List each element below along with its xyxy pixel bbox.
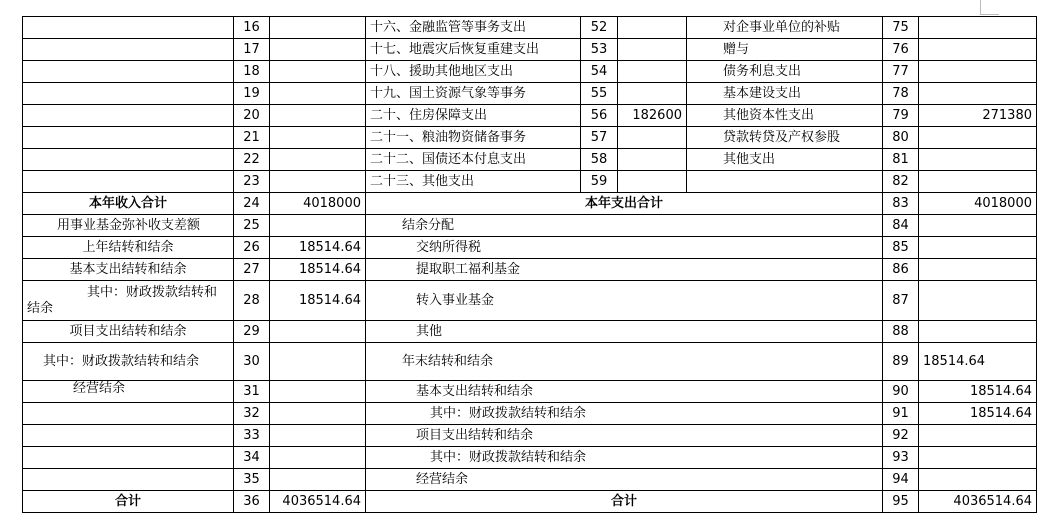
grand-total-value: 4036514.64 xyxy=(270,491,366,513)
grand-total-row xyxy=(23,491,1037,513)
grand-total-label: 合计 xyxy=(23,491,234,513)
sheet-corner-mark xyxy=(980,0,999,15)
expense-item-label: 十八、援助其他地区支出 xyxy=(366,61,581,83)
expense-category-line-number: 75 xyxy=(883,17,919,39)
allocation-line-number: 91 xyxy=(883,403,919,425)
income-item-label xyxy=(23,403,234,425)
allocation-item-label: 经营结余 xyxy=(366,469,883,491)
income-item-cell xyxy=(23,127,234,149)
expense-line-number: 54 xyxy=(581,61,618,83)
income-line-number: 29 xyxy=(234,321,270,343)
allocation-value xyxy=(919,237,1037,259)
income-item-cell xyxy=(23,149,234,171)
expense-category-label xyxy=(687,171,883,193)
expense-category-label: 赠与 xyxy=(687,39,883,61)
income-line-number: 23 xyxy=(234,171,270,193)
table-row xyxy=(23,61,1037,83)
income-value-cell xyxy=(270,39,366,61)
expense-line-number: 55 xyxy=(581,83,618,105)
allocation-item-label: 年末结转和结余 xyxy=(366,343,883,381)
table-row xyxy=(23,403,1037,425)
allocation-value xyxy=(919,447,1037,469)
income-item-label: 基本支出结转和结余 xyxy=(23,259,234,281)
income-line-number: 30 xyxy=(234,343,270,381)
allocation-item-label: 结余分配 xyxy=(366,215,883,237)
income-item-label xyxy=(23,447,234,469)
allocation-value xyxy=(919,425,1037,447)
income-value xyxy=(270,403,366,425)
expense-category-line-number: 81 xyxy=(883,149,919,171)
income-item-label xyxy=(23,425,234,447)
allocation-value: 18514.64 xyxy=(919,381,1037,403)
table-row xyxy=(23,447,1037,469)
expense-category-line-number: 78 xyxy=(883,83,919,105)
expense-category-label: 对企事业单位的补贴 xyxy=(687,17,883,39)
expense-category-value xyxy=(919,17,1037,39)
income-line-number: 28 xyxy=(234,281,270,321)
table-row xyxy=(23,343,1037,381)
expense-value: 182600 xyxy=(618,105,687,127)
income-item-label xyxy=(23,469,234,491)
expense-value xyxy=(618,17,687,39)
income-item-label: 用事业基金弥补收支差额 xyxy=(23,215,234,237)
table-row xyxy=(23,237,1037,259)
income-value-cell xyxy=(270,127,366,149)
expense-item-label: 十七、地震灾后恢复重建支出 xyxy=(366,39,581,61)
table-row xyxy=(23,171,1037,193)
allocation-item-label: 项目支出结转和结余 xyxy=(366,425,883,447)
income-line-number: 26 xyxy=(234,237,270,259)
table-row xyxy=(23,469,1037,491)
allocation-line-number: 85 xyxy=(883,237,919,259)
income-value-cell xyxy=(270,105,366,127)
income-value xyxy=(270,343,366,381)
income-line-number: 18 xyxy=(234,61,270,83)
income-item-label: 其中：财政拨款结转和结余 xyxy=(23,343,234,381)
income-item-cell xyxy=(23,61,234,83)
expense-category-label: 其他支出 xyxy=(687,149,883,171)
expense-total-line-number: 83 xyxy=(883,193,919,215)
expense-line-number: 59 xyxy=(581,171,618,193)
expense-category-label: 其他资本性支出 xyxy=(687,105,883,127)
allocation-value: 18514.64 xyxy=(919,343,1037,381)
expense-category-value: 271380 xyxy=(919,105,1037,127)
allocation-value xyxy=(919,321,1037,343)
allocation-line-number: 93 xyxy=(883,447,919,469)
income-value-cell xyxy=(270,61,366,83)
income-line-number: 27 xyxy=(234,259,270,281)
income-value xyxy=(270,321,366,343)
final-accounts-table xyxy=(22,16,1037,513)
table-row xyxy=(23,105,1037,127)
expense-line-number: 52 xyxy=(581,17,618,39)
table-row xyxy=(23,281,1037,321)
expense-category-line-number: 82 xyxy=(883,171,919,193)
income-item-cell xyxy=(23,83,234,105)
allocation-value: 18514.64 xyxy=(919,403,1037,425)
income-item-cell xyxy=(23,17,234,39)
expense-category-value xyxy=(919,171,1037,193)
income-total-value: 4018000 xyxy=(270,193,366,215)
allocation-line-number: 90 xyxy=(883,381,919,403)
income-value-cell xyxy=(270,171,366,193)
table-row xyxy=(23,215,1037,237)
allocation-value xyxy=(919,469,1037,491)
income-item-cell xyxy=(23,39,234,61)
income-line-number: 16 xyxy=(234,17,270,39)
table-row xyxy=(23,381,1037,403)
expense-category-label: 基本建设支出 xyxy=(687,83,883,105)
income-line-number: 21 xyxy=(234,127,270,149)
income-value xyxy=(270,469,366,491)
income-value xyxy=(270,381,366,403)
allocation-line-number: 84 xyxy=(883,215,919,237)
income-line-number: 19 xyxy=(234,83,270,105)
expense-category-value xyxy=(919,83,1037,105)
income-item-label: 经营结余 xyxy=(23,381,234,403)
income-line-number: 25 xyxy=(234,215,270,237)
expense-value xyxy=(618,127,687,149)
expense-category-line-number: 80 xyxy=(883,127,919,149)
expense-item-label: 十六、金融监管等事务支出 xyxy=(366,17,581,39)
expense-value xyxy=(618,61,687,83)
income-line-number: 32 xyxy=(234,403,270,425)
expense-grand-total-value: 4036514.64 xyxy=(919,491,1037,513)
expense-line-number: 57 xyxy=(581,127,618,149)
income-line-number: 31 xyxy=(234,381,270,403)
expense-line-number: 56 xyxy=(581,105,618,127)
income-item-cell xyxy=(23,171,234,193)
income-value xyxy=(270,447,366,469)
income-total-line-number: 24 xyxy=(234,193,270,215)
income-line-number: 17 xyxy=(234,39,270,61)
expense-category-value xyxy=(919,61,1037,83)
expense-item-label: 二十三、其他支出 xyxy=(366,171,581,193)
expense-category-line-number: 76 xyxy=(883,39,919,61)
income-line-number: 33 xyxy=(234,425,270,447)
allocation-item-label: 基本支出结转和结余 xyxy=(366,381,883,403)
income-value: 18514.64 xyxy=(270,237,366,259)
expense-category-label: 贷款转贷及产权参股 xyxy=(687,127,883,149)
expense-grand-total-line-number: 95 xyxy=(883,491,919,513)
allocation-line-number: 94 xyxy=(883,469,919,491)
expense-grand-total-label: 合计 xyxy=(366,491,883,513)
allocation-item-label: 交纳所得税 xyxy=(366,237,883,259)
allocation-line-number: 92 xyxy=(883,425,919,447)
income-value xyxy=(270,215,366,237)
allocation-item-label: 转入事业基金 xyxy=(366,281,883,321)
income-line-number: 34 xyxy=(234,447,270,469)
expense-total-value: 4018000 xyxy=(919,193,1037,215)
grand-total-line-number: 36 xyxy=(234,491,270,513)
allocation-line-number: 89 xyxy=(883,343,919,381)
expense-line-number: 58 xyxy=(581,149,618,171)
totals-row xyxy=(23,193,1037,215)
table-row xyxy=(23,83,1037,105)
expense-item-label: 十九、国土资源气象等事务 xyxy=(366,83,581,105)
income-value: 18514.64 xyxy=(270,259,366,281)
income-line-number: 22 xyxy=(234,149,270,171)
income-line-number: 20 xyxy=(234,105,270,127)
expense-value xyxy=(618,83,687,105)
expense-category-value xyxy=(919,149,1037,171)
expense-total-label: 本年支出合计 xyxy=(366,193,883,215)
income-value-cell xyxy=(270,149,366,171)
expense-item-label: 二十一、粮油物资储备事务 xyxy=(366,127,581,149)
table-row xyxy=(23,321,1037,343)
income-value-cell xyxy=(270,17,366,39)
allocation-item-label: 其中：财政拨款结转和结余 xyxy=(366,447,883,469)
expense-value xyxy=(618,171,687,193)
expense-item-label: 二十、住房保障支出 xyxy=(366,105,581,127)
allocation-line-number: 87 xyxy=(883,281,919,321)
expense-category-label: 债务利息支出 xyxy=(687,61,883,83)
allocation-line-number: 88 xyxy=(883,321,919,343)
expense-item-label: 二十二、国债还本付息支出 xyxy=(366,149,581,171)
table-row xyxy=(23,149,1037,171)
income-item-label: 上年结转和结余 xyxy=(23,237,234,259)
allocation-item-label: 其中：财政拨款结转和结余 xyxy=(366,403,883,425)
income-item-label: 其中：财政拨款结转和结余 xyxy=(23,281,234,321)
income-line-number: 35 xyxy=(234,469,270,491)
allocation-value xyxy=(919,281,1037,321)
income-value xyxy=(270,425,366,447)
allocation-value xyxy=(919,215,1037,237)
income-item-label: 项目支出结转和结余 xyxy=(23,321,234,343)
allocation-item-label: 其他 xyxy=(366,321,883,343)
allocation-value xyxy=(919,259,1037,281)
table-row xyxy=(23,127,1037,149)
table-row xyxy=(23,259,1037,281)
expense-category-line-number: 77 xyxy=(883,61,919,83)
allocation-item-label: 提取职工福利基金 xyxy=(366,259,883,281)
income-value: 18514.64 xyxy=(270,281,366,321)
allocation-line-number: 86 xyxy=(883,259,919,281)
expense-category-value xyxy=(919,127,1037,149)
income-item-cell xyxy=(23,105,234,127)
income-total-label: 本年收入合计 xyxy=(23,193,234,215)
expense-category-value xyxy=(919,39,1037,61)
income-value-cell xyxy=(270,83,366,105)
expense-value xyxy=(618,149,687,171)
expense-line-number: 53 xyxy=(581,39,618,61)
expense-category-line-number: 79 xyxy=(883,105,919,127)
table-row xyxy=(23,425,1037,447)
table-row xyxy=(23,17,1037,39)
expense-value xyxy=(618,39,687,61)
table-row xyxy=(23,39,1037,61)
